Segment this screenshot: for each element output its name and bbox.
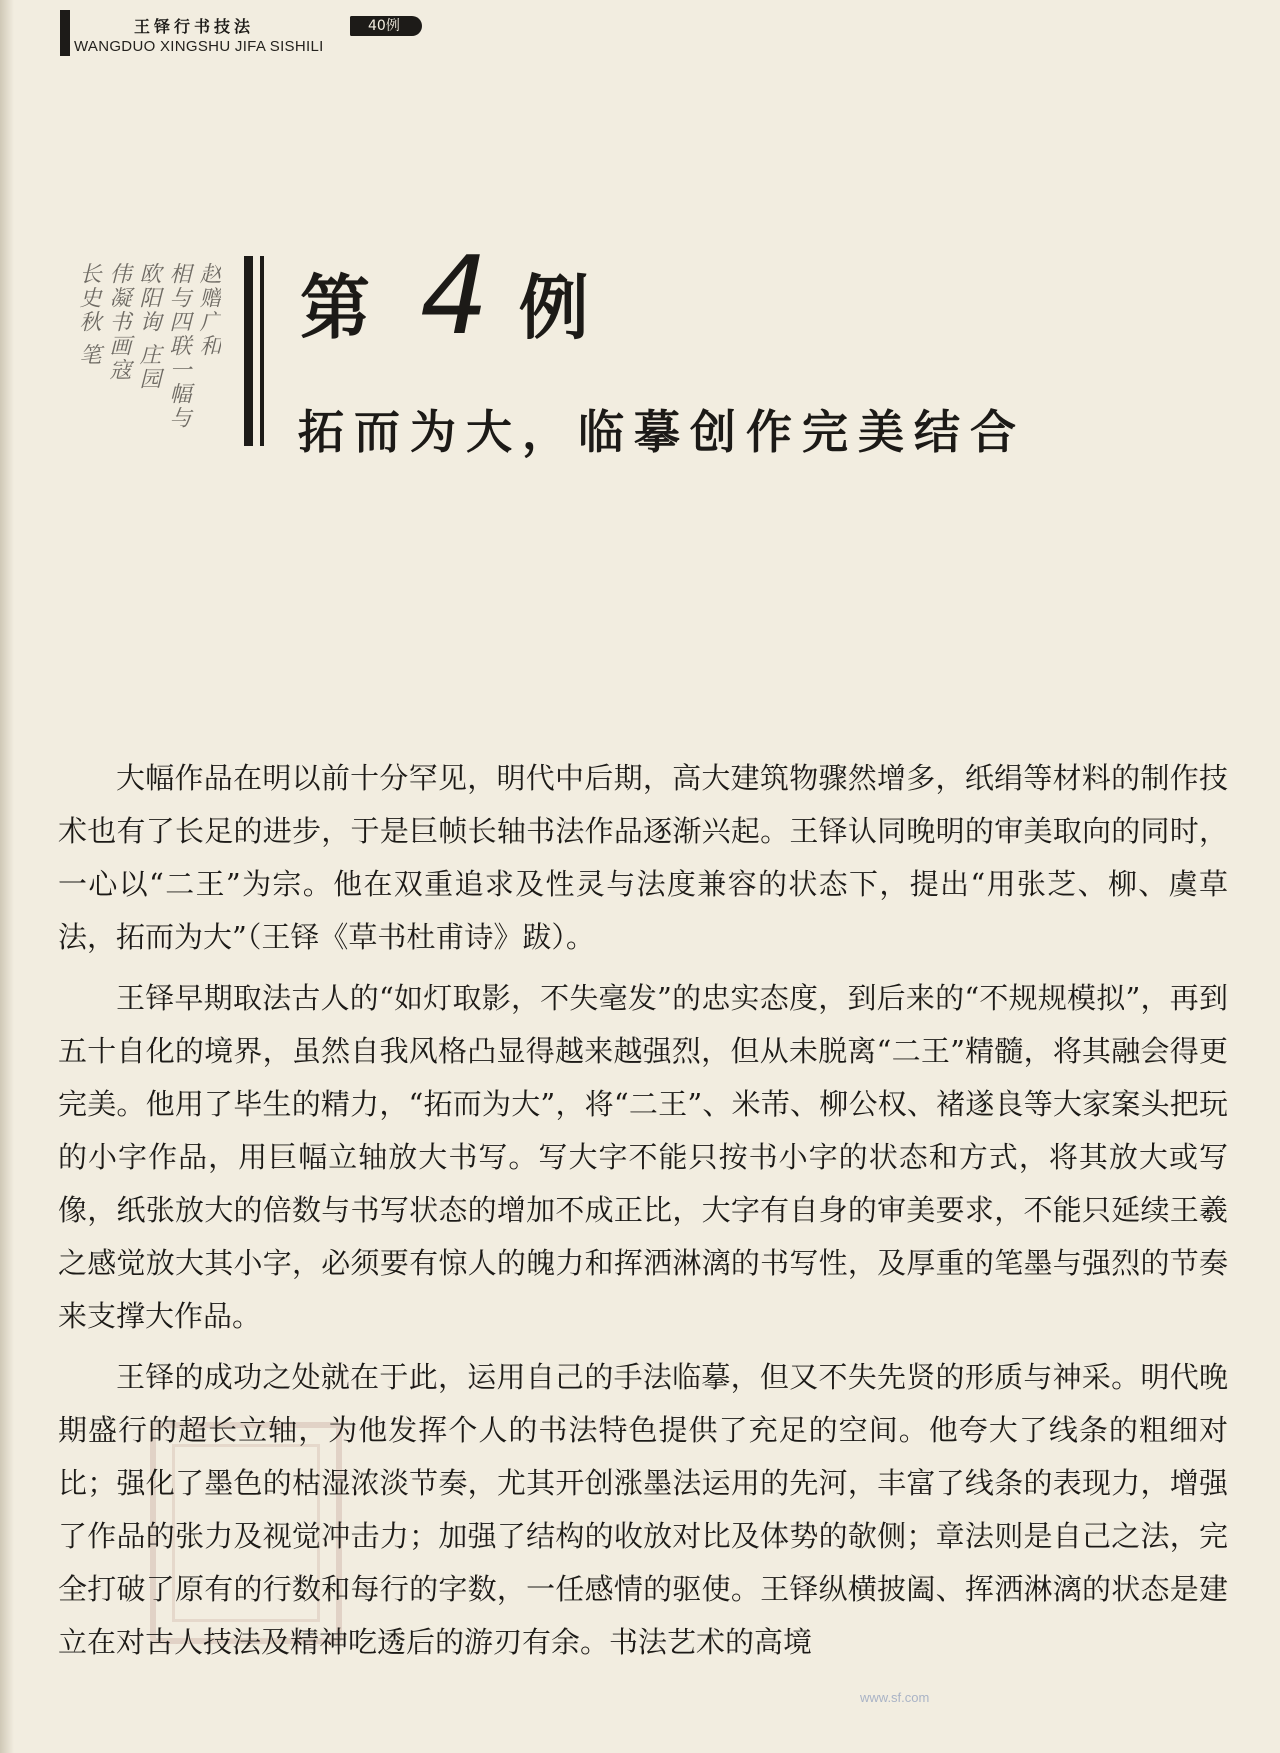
chapter-suffix: 例 — [518, 265, 589, 349]
paragraph: 王铎的成功之处就在于此，运用自己的手法临摹，但又不失先贤的形质与神采。明代晚期盛行的超长立轴，为他发挥个人的书法特色提供了充足的空间。他夸大了线条的粗细对比；强化了墨色的枯湿浓淡节奏，尤其开创涨墨法运用的先河，丰富了线条的表现力，增强了作品的张力及视觉冲击力；加强了结构的收放对比及体势的欹侧；章法则是自己之法，完全打破了原有的行数和每行的字数，一任感情的驱使。王铎纵横披阖、挥洒淋漓的状态是建立在对古人技法及精神吃透后的游刃有余。书法艺术的高境 — [58, 1360, 1228, 1659]
running-header — [60, 10, 480, 58]
calligraphy-column: 相与四联一幅与 — [166, 262, 191, 430]
chapter-heading — [300, 234, 589, 359]
calligraphy-column: 欧阳询 庄园 — [136, 262, 161, 391]
calligraphy-column: 伟凝书画寇 — [106, 262, 131, 382]
watermark: www.sf.com — [860, 1690, 930, 1705]
title-rule-thick — [244, 256, 253, 446]
chapter-number: 4 — [420, 234, 489, 359]
header-title-en: WANGDUO XINGSHU JIFA SISHILI — [74, 38, 324, 55]
header-bar — [60, 10, 70, 56]
calligraphy-inscription — [60, 262, 220, 442]
title-rule-thin — [260, 256, 264, 446]
header-title-zh: 王铎行书技法 — [134, 17, 255, 36]
calligraphy-column: 长史秋 笔 — [76, 262, 101, 367]
paragraph: 王铎早期取法古人的“如灯取影，不失毫发”的忠实态度，到后来的“不规规模拟”，再到五十自化的境界，虽然自我风格凸显得越来越强烈，但从未脱离“二王”精髓，将其融会得更完美。他用了毕生的精力，“拓而为大”，将“二王”、米芾、柳公权、褚遂良等大家案头把玩的小字作品，用巨幅立轴放大书写。写大字不能只按书小字的状态和方式，将其放大或写像，纸张放大的倍数与书写状态的增加不成正比，大字有自身的审美要求，不能只延续王羲之感觉放大其小字，必须要有惊人的魄力和挥洒淋漓的书写性，及厚重的笔墨与强烈的节奏来支撑大作品。 — [58, 981, 1228, 1333]
header-badge: 40例 — [350, 16, 422, 36]
calligraphy-column: 赵赠广和 — [196, 262, 221, 358]
body-text — [58, 752, 1228, 1677]
chapter-subtitle: 拓而为大，临摹创作完美结合 — [298, 405, 1026, 459]
paragraph: 大幅作品在明以前十分罕见，明代中后期，高大建筑物骤然增多，纸绢等材料的制作技术也有了长足的进步，于是巨帧长轴书法作品逐渐兴起。王铎认同晚明的审美取向的同时，一心以“二王”为宗。他在双重追求及性灵与法度兼容的状态下，提出“用张芝、柳、虞草法，拓而为大”（王铎《草书杜甫诗》跋）。 — [58, 761, 1228, 954]
chapter-prefix: 第 — [300, 265, 370, 349]
page-gutter-shadow — [0, 0, 14, 1753]
